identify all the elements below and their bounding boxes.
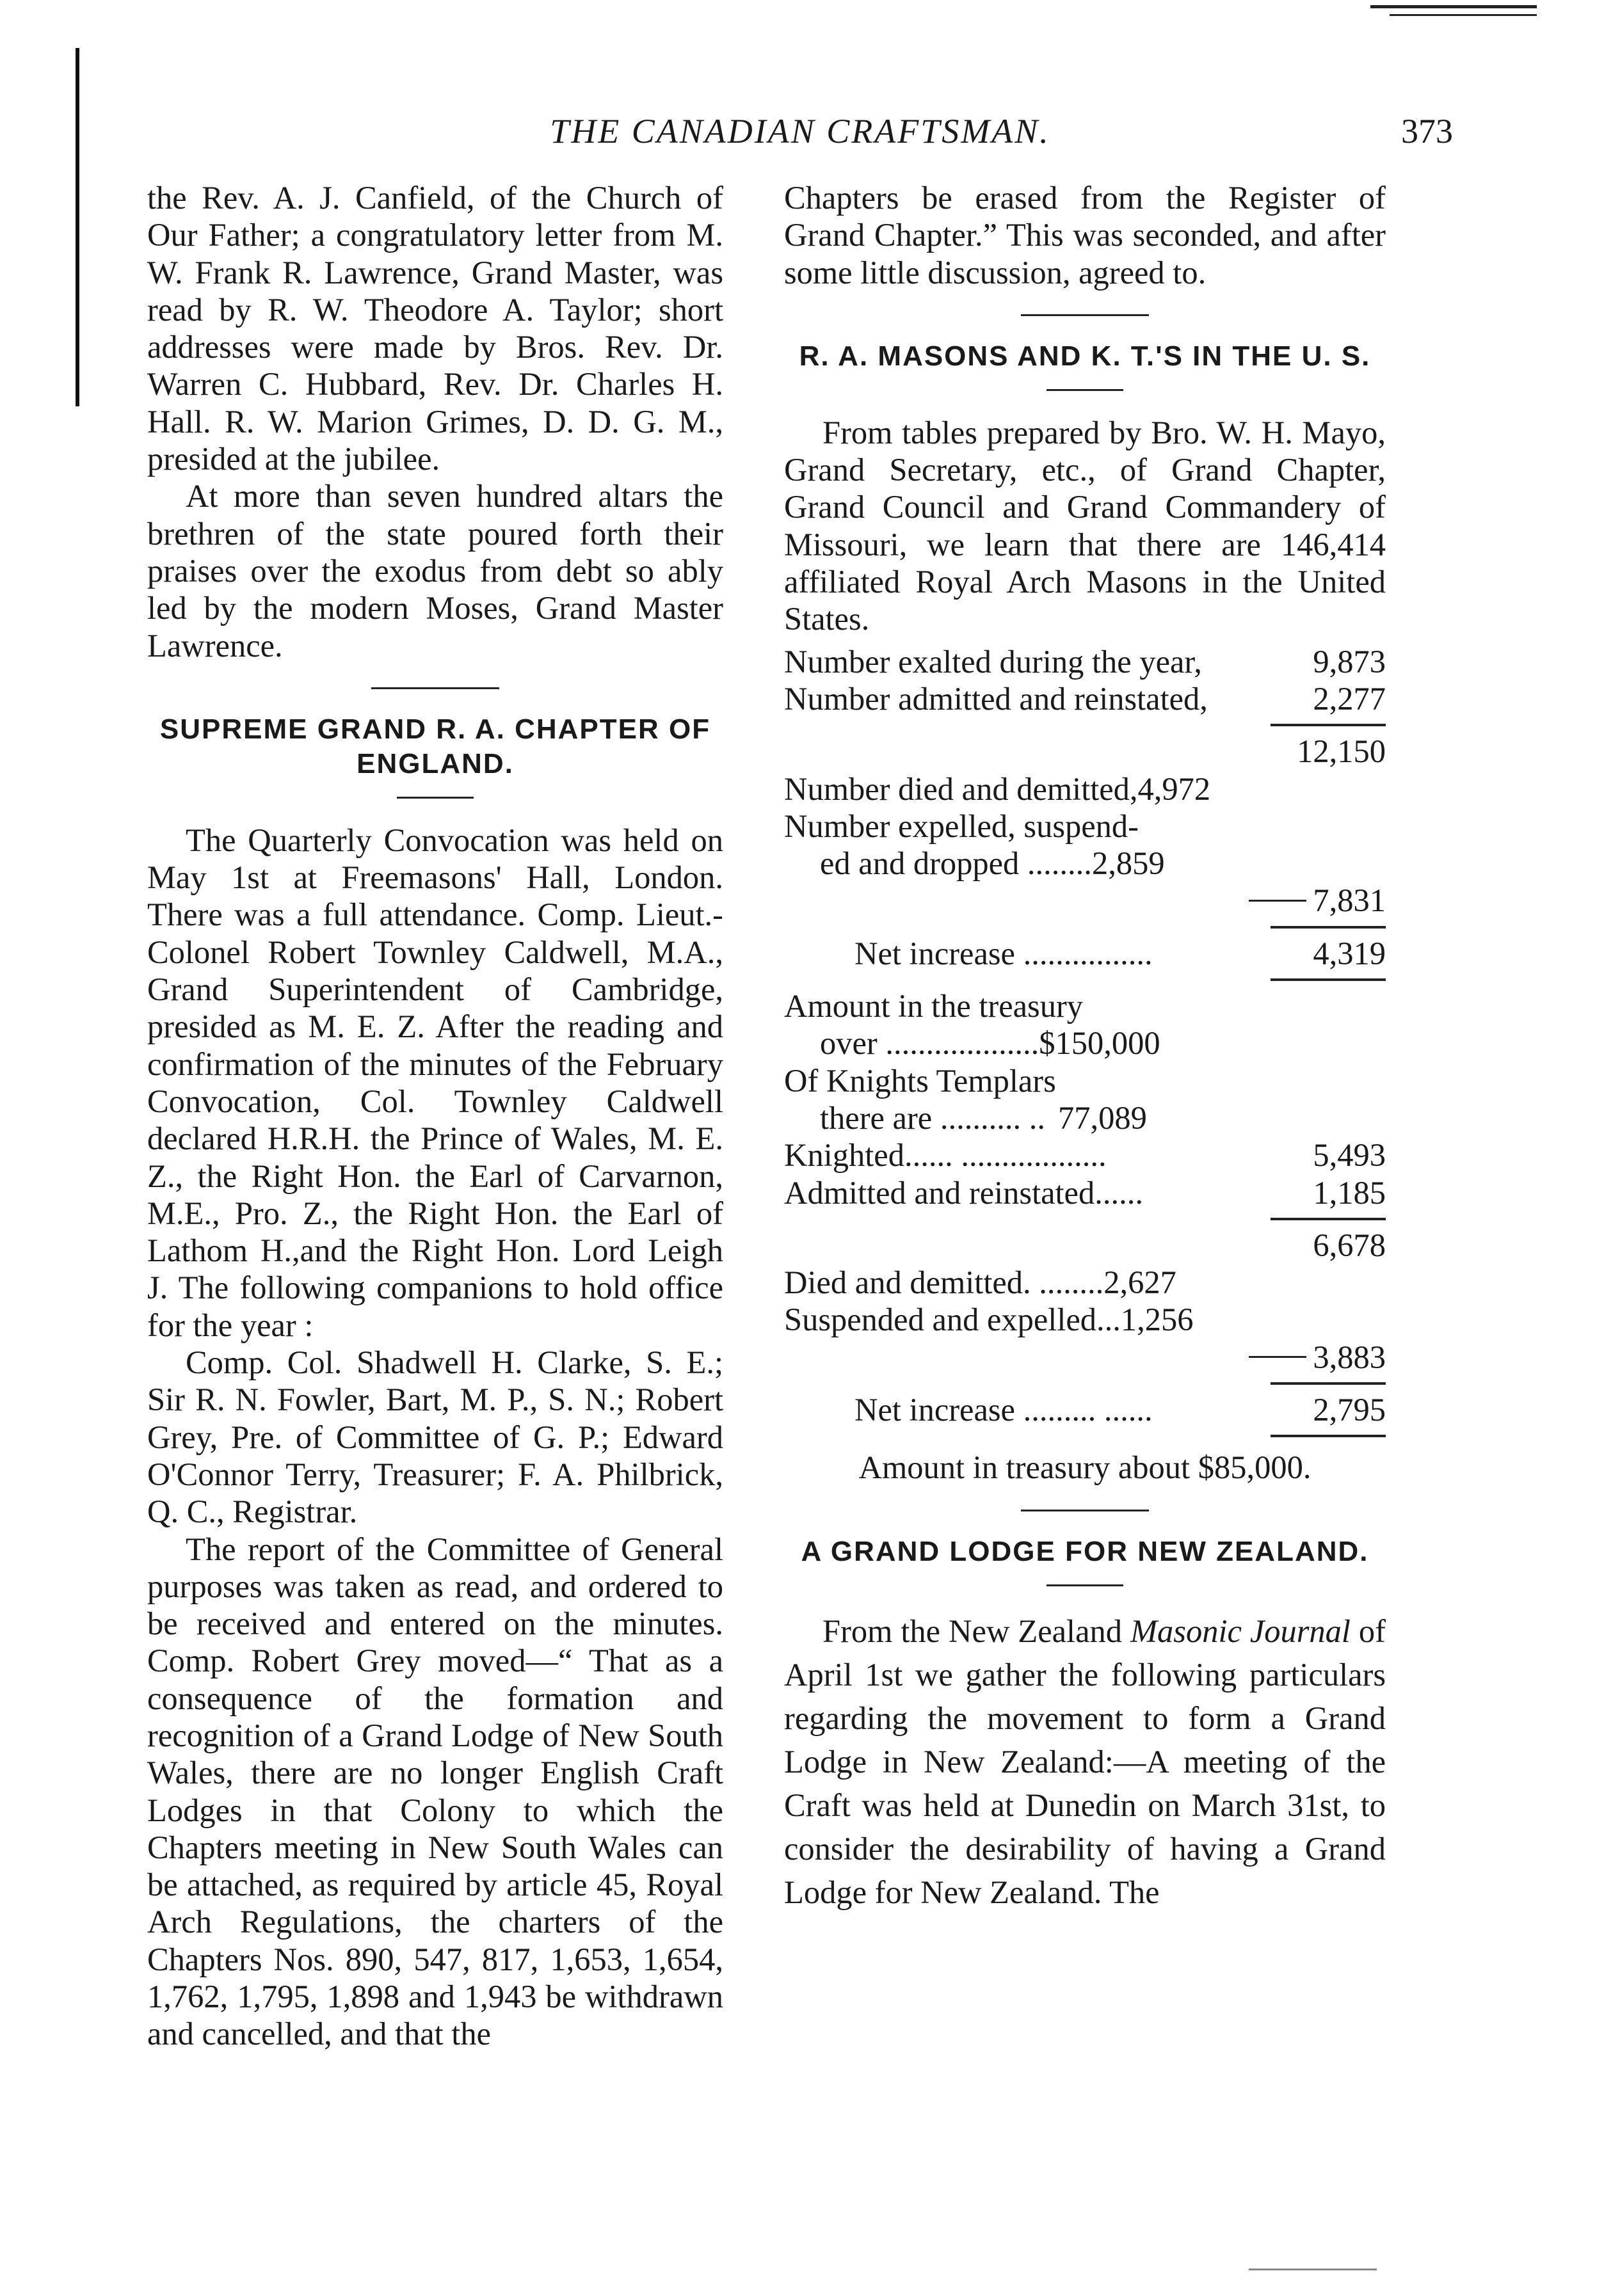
stat-row-suspended: [784, 1301, 1386, 1338]
stat-row-died: [784, 770, 1386, 808]
stat-value: 1,185: [1313, 1174, 1386, 1211]
knights-templar-stats-table: [784, 1062, 1386, 1487]
section-heading: R. A. MASONS AND K. T.'S IN THE U. S.: [799, 340, 1371, 372]
stat-row-admitted: [784, 1174, 1386, 1211]
stat-value: 9,873: [1313, 643, 1386, 680]
stat-label: over ...................: [820, 1025, 1039, 1062]
page-header: [147, 108, 1453, 159]
binding-edge-mark: [76, 48, 79, 406]
sum-rule: [1271, 1218, 1386, 1220]
paragraph: The Quarterly Convocation was held on May 1st at Freemasons' Hall, London. There was a full attendance. Comp. Lieut.-Colonel Robert Townley Caldwell, M.A., Grand Superintendent of Cambridge, presided as M. E. Z. After the reading and confirmation of the minutes of the February Convocation, Col. Townley Caldwell declared H.R.H. the Prince of Wales, M. E. Z., the Right Hon. the Earl of Carvarnon, M.E., Pro. Z., the Right Hon. the Earl of Lathom H.,and the Right Hon. Lord Leigh J. The following companions to hold office for the year :: [147, 822, 723, 1343]
section-divider: [371, 687, 499, 689]
stat-row-treasury: [784, 1024, 1386, 1062]
stat-label: Number died and demitted,: [784, 770, 1138, 807]
stat-label: Net increase ................: [854, 935, 1153, 971]
dash-mark: [1249, 1356, 1306, 1358]
dash-mark: [1249, 900, 1306, 902]
stat-label: Died and demitted. ........: [784, 1264, 1104, 1301]
stat-row-expelled: [784, 845, 1386, 882]
page-number: 373: [1401, 112, 1453, 150]
section-divider: [1021, 314, 1149, 316]
stat-subtotal: 12,150: [1297, 733, 1386, 770]
sum-rule: [1271, 724, 1386, 726]
royal-arch-stats-table: [784, 643, 1386, 1062]
stat-row-kt: [784, 1099, 1386, 1136]
stat-value: 4,972: [1137, 770, 1211, 807]
stat-label: Number exalted during the year,: [784, 643, 1202, 680]
stat-label: Admitted and reinstated......: [784, 1174, 1143, 1211]
stat-label: Number expelled, suspend-: [784, 808, 1139, 844]
running-title: THE CANADIAN CRAFTSMAN.: [550, 112, 1050, 150]
stat-value: 2,859: [1091, 845, 1165, 882]
sum-rule: [1271, 1435, 1386, 1437]
sum-rule: [1271, 1382, 1386, 1385]
stat-row-knighted: [784, 1136, 1386, 1174]
stat-value: 4,319: [1313, 935, 1386, 971]
stat-label: Net increase ......... ......: [854, 1392, 1153, 1428]
left-column: [147, 179, 723, 2053]
stat-value: 2,627: [1103, 1264, 1176, 1301]
stat-value: 77,089: [1057, 1099, 1147, 1136]
top-rule-1: [1370, 5, 1537, 8]
sum-rule: [1271, 978, 1386, 981]
stat-row-exalted: [784, 643, 1386, 680]
paragraph: The report of the Committee of General purposes was taken as read, and ordered to be received and entered on the minutes. Comp. Robert Grey moved—“ That as a consequence of the formation and recognition of a Grand Lodge of New South Wales, there are no longer English Craft Lodges in that Colony to which the Chapters meeting in New South Wales can be attached, as required by article 45, Royal Arch Regulations, the charters of the Chapters Nos. 890, 547, 817, 1,653, 1,654, 1,762, 1,795, 1,898 and 1,943 be withdrawn and cancelled, and that the: [147, 1531, 723, 2052]
stat-value: $150,000: [1039, 1025, 1160, 1062]
stat-value: 1,256: [1120, 1302, 1194, 1338]
stat-label: Suspended and expelled...: [784, 1302, 1121, 1338]
footer-mark: [1249, 2268, 1377, 2270]
stat-label: Of Knights Templars: [784, 1062, 1056, 1099]
stat-loss-row: [784, 1339, 1386, 1376]
section-heading: SUPREME GRAND R. A. CHAPTER OF ENGLAND.: [159, 713, 711, 779]
stat-row-admitted: [784, 680, 1386, 717]
stat-label: Amount in the treasury: [784, 988, 1084, 1024]
stat-value: 2,795: [1313, 1392, 1386, 1428]
paragraph: the Rev. A. J. Canfield, of the Church of Our Father; a congratulatory letter from M. W. Frank R. Lawrence, Grand Master, was read by R. W. Theodore A. Taylor; short addresses were made by Bros. Rev. Dr. Warren C. Hubbard, Rev. Dr. Charles H. Hall. R. W. Marion Grimes, D. D. G. M., presided at the jubilee.: [147, 180, 723, 477]
stat-value: 2,277: [1313, 680, 1386, 717]
section-divider: [1021, 1510, 1149, 1511]
heading-underline: [397, 797, 474, 799]
right-column: [784, 179, 1386, 1914]
top-rule-2: [1390, 14, 1537, 16]
treasury-note: Amount in treasury about $85,000.: [858, 1449, 1311, 1486]
journal-title: Masonic Journal: [1130, 1613, 1351, 1649]
stat-row-net-increase: [784, 1391, 1386, 1428]
stat-value: 5,493: [1313, 1137, 1386, 1174]
stat-subtotal: 6,678: [1313, 1227, 1386, 1263]
section-heading: A GRAND LODGE FOR NEW ZEALAND.: [801, 1535, 1369, 1567]
stat-label: there are .......... ..: [820, 1099, 1045, 1136]
stat-loss-row: [784, 882, 1386, 919]
stat-label: Number admitted and reinstated,: [784, 680, 1208, 717]
paragraph: Chapters be erased from the Register of Grand Chapter.” This was seconded, and after some little discussion, agreed to.: [784, 180, 1386, 291]
sum-rule: [1271, 926, 1386, 929]
heading-underline: [1047, 1584, 1123, 1586]
paragraph: From tables prepared by Bro. W. H. Mayo, Grand Secretary, etc., of Grand Chapter, Grand Council and Grand Commandery of Missouri, we learn that there are 146,414 affiliated Royal Arch Masons in the United States.: [784, 414, 1386, 637]
stat-row-net-increase: [784, 935, 1386, 972]
text-run: of April 1st we gather the following particulars regarding the movement to form a Grand Lodge in New Zealand:—A meeting of the Craft was held at Dunedin on March 31st, to consider the desirability of having a Grand Lodge for New Zealand. The: [784, 1613, 1386, 1910]
stat-label: Knighted...... ..................: [784, 1137, 1107, 1174]
text-run: From the New Zealand: [822, 1613, 1130, 1649]
stat-loss-total: 3,883: [1313, 1339, 1386, 1375]
paragraph: Comp. Col. Shadwell H. Clarke, S. E.; Sir R. N. Fowler, Bart, M. P., S. N.; Robert Grey, Pre. of Committee of G. P.; Edward O'Connor Terry, Treasurer; F. A. Philbrick, Q. C., Registrar.: [147, 1344, 723, 1530]
heading-underline: [1047, 389, 1123, 391]
stat-label: ed and dropped ........: [820, 845, 1092, 882]
stat-row-died: [784, 1264, 1386, 1301]
paragraph: [784, 1609, 1386, 1914]
stat-loss-total: 7,831: [1313, 882, 1386, 919]
paragraph: At more than seven hundred altars the brethren of the state poured forth their praises over the exodus from debt so ably led by the modern Moses, Grand Master Lawrence.: [147, 478, 723, 664]
